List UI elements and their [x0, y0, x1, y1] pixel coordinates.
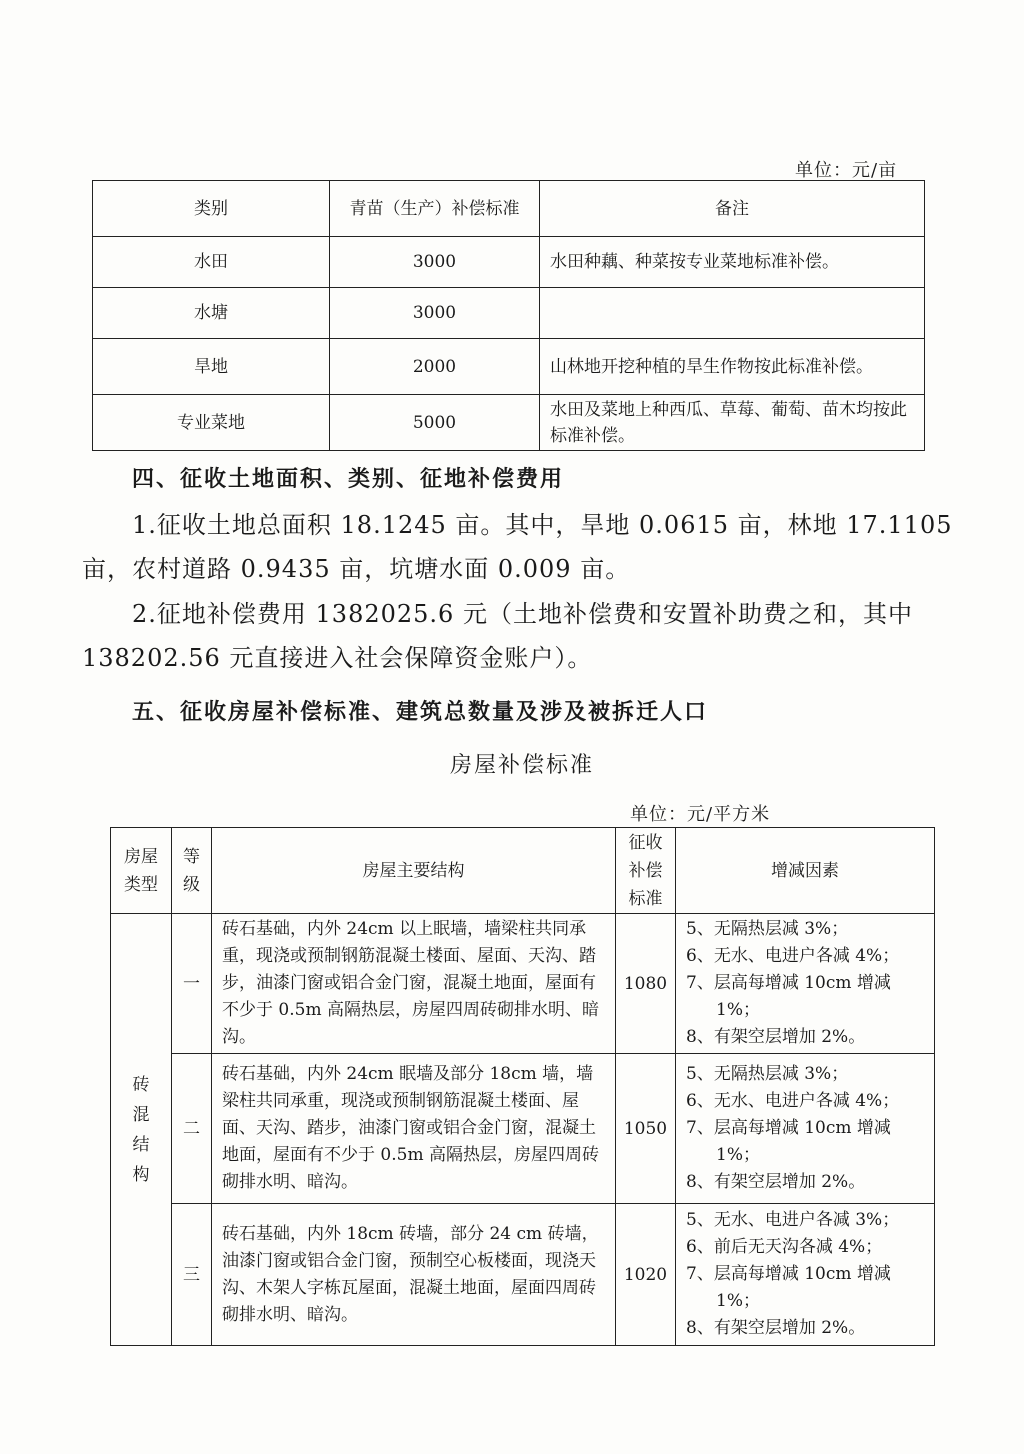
row-category: 水田 — [93, 237, 330, 288]
section4-paragraph-1: 1.征收土地总面积 18.1245 亩。其中，旱地 0.0615 亩，林地 17.1105 亩，农村道路 0.9435 亩，坑塘水面 0.009 亩。 — [82, 511, 953, 583]
factors-cell: 5、无水、电进户各减 3%； 6、前后无天沟各减 4%； 7、层高每增减 10cm 增减 1%； 8、有架空层增加 2%。 — [676, 1204, 935, 1346]
section5-heading: 五、征收房屋补偿标准、建筑总数量及涉及被拆迁人口 — [132, 699, 709, 725]
row-note — [540, 288, 925, 339]
section4-heading: 四、征收土地面积、类别、征地补偿费用 — [132, 466, 565, 492]
header-house-type: 房屋类型 — [111, 828, 172, 914]
header-standard: 征收补偿标准 — [616, 828, 676, 914]
header-factors: 增减因素 — [676, 828, 935, 914]
row-value: 2000 — [330, 339, 540, 395]
row-note: 水田种藕、种菜按专业菜地标准补偿。 — [540, 237, 925, 288]
table-row — [93, 237, 925, 288]
structure-cell: 砖石基础，内外 24cm 以上眠墙，墙梁柱共同承重，现浇或预制钢筋混凝土楼面、屋面、天沟、踏步，油漆门窗或铝合金门窗，混凝土地面，屋面有不少于 0.5m 高隔热层，房屋四周砖砌排水明、暗沟。 — [212, 914, 616, 1054]
row-value: 3000 — [330, 237, 540, 288]
standard-cell: 1020 — [616, 1204, 676, 1346]
grade-cell: 一 — [172, 914, 212, 1054]
header-category: 类别 — [93, 181, 330, 237]
table-row — [111, 1054, 935, 1204]
table-row — [111, 914, 935, 1054]
seedling-compensation-table — [92, 180, 925, 451]
row-note: 水田及菜地上种西瓜、草莓、葡萄、苗木均按此标准补偿。 — [540, 395, 925, 451]
table2-unit: 单位：元/平方米 — [630, 804, 771, 825]
standard-cell: 1050 — [616, 1054, 676, 1204]
table-row — [111, 1204, 935, 1346]
factors-cell: 5、无隔热层减 3%； 6、无水、电进户各减 4%； 7、层高每增减 10cm 增减 1%； 8、有架空层增加 2%。 — [676, 1054, 935, 1204]
row-category: 水塘 — [93, 288, 330, 339]
house-compensation-table — [110, 827, 935, 1346]
row-category: 旱地 — [93, 339, 330, 395]
grade-cell: 三 — [172, 1204, 212, 1346]
row-value: 5000 — [330, 395, 540, 451]
table1-unit: 单位：元/亩 — [795, 160, 898, 181]
factors-cell: 5、无隔热层减 3%； 6、无水、电进户各减 4%； 7、层高每增减 10cm 增减 1%； 8、有架空层增加 2%。 — [676, 914, 935, 1054]
structure-cell: 砖石基础，内外 18cm 砖墙，部分 24 cm 砖墙，油漆门窗或铝合金门窗，预制空心板楼面，现浇天沟、木架人字栋瓦屋面，混凝土地面，屋面四周砖砌排水明、暗沟。 — [212, 1204, 616, 1346]
row-category: 专业菜地 — [93, 395, 330, 451]
header-structure: 房屋主要结构 — [212, 828, 616, 914]
table-row — [93, 288, 925, 339]
header-grade: 等级 — [172, 828, 212, 914]
table2-title: 房屋补偿标准 — [449, 753, 594, 778]
row-note: 山林地开挖种植的旱生作物按此标准补偿。 — [540, 339, 925, 395]
header-note: 备注 — [540, 181, 925, 237]
grade-cell: 二 — [172, 1054, 212, 1204]
row-value: 3000 — [330, 288, 540, 339]
section4-paragraph-2: 2.征地补偿费用 1382025.6 元（土地补偿费和安置补助费之和，其中 138202.56 元直接进入社会保障资金账户）。 — [82, 600, 913, 672]
standard-cell: 1080 — [616, 914, 676, 1054]
table-row — [93, 395, 925, 451]
house-type-cell: 砖混结构 — [111, 914, 172, 1346]
table-row — [93, 339, 925, 395]
header-standard: 青苗（生产）补偿标准 — [330, 181, 540, 237]
structure-cell: 砖石基础，内外 24cm 眠墙及部分 18cm 墙，墙梁柱共同承重，现浇或预制钢筋混凝土楼面、屋面、天沟、踏步，油漆门窗或铝合金门窗，混凝土地面，屋面有不少于 0.5m 高隔热层，房屋四周砖砌排水明、暗沟。 — [212, 1054, 616, 1204]
